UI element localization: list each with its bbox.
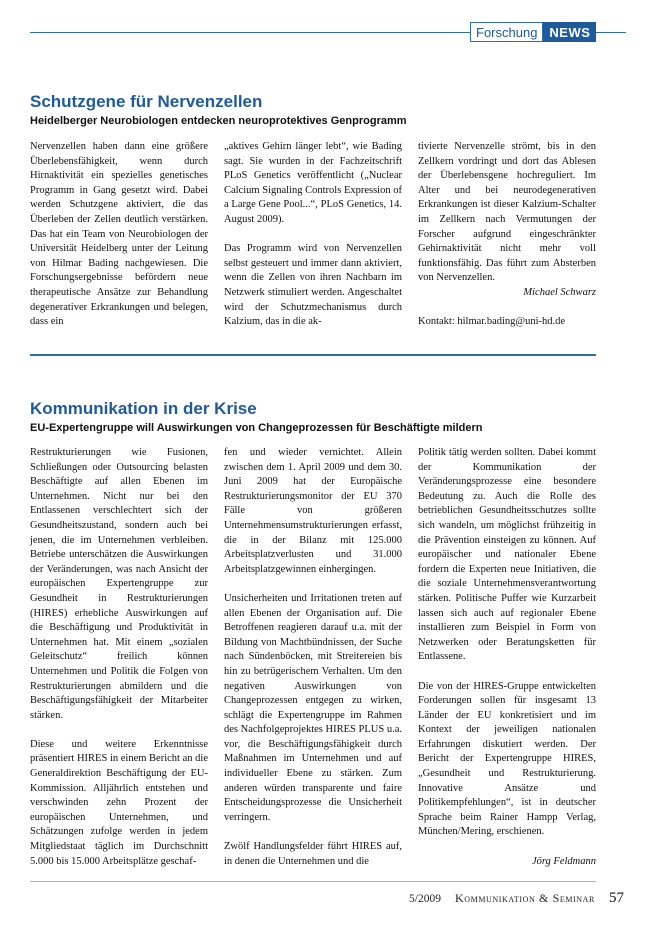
article-subtitle: Heidelberger Neurobiologen entdecken neuroprotektives Genprogramm	[30, 115, 407, 127]
article2-body	[30, 446, 596, 866]
magazine-name: Kommunikation & Seminar	[454, 891, 595, 905]
author-byline: Jörg Feldmann	[531, 855, 596, 867]
footer-rule	[30, 881, 596, 882]
article2-column-1	[30, 446, 208, 869]
paragraph: Restrukturierungen wie Fusionen, Schließungen oder Outsourcing belasten Beschäftigte auf allen Ebenen im Unternehmen. Nicht nur bei den Entlassenen verschlechtert sich der Gesundheitszustand, sondern auch bei jenen, die im Unternehmen verbleiben. Betriebe unterschätzen die Auswirkungen der Veränderungen, was nach Ansicht der europäischen Expertengruppe zur Gesundheit in Restrukturierungen (HIRES) erhebliche Auswirkungen auf die Beschäftigung und Produktivität in Unternehmen hat. Mit einem „sozialen Geleitschutz“ freilich können Unternehmen und Politik die Folgen von Restrukturierungen abmildern und die Beschäftigungsfähigkeit der Mitarbeiter stärken.	[30, 447, 208, 721]
article1-column-2	[224, 140, 402, 330]
article-kommunikation	[30, 399, 596, 434]
paragraph: Politik tätig werden sollten. Dabei kommt der Kommunikation der Veränderungsprozesse eine besondere Bedeutung zu. Auch die Rolle des betrieblichen Gesundheitsschutzes sollte sich wandeln, um möglichst frühzeitig in die Prävention einsteigen zu können. Auf europäischer und nationaler Ebene fordern die Experten neue Initiativen, die die soziale Unternehmensverantwortung stärken. Politische Puffer wie Kurzarbeit lassen sich auch auf regionaler Ebene installieren zum Beispiel in Form von Netzwerken oder Beratungsketten für Entlassene.	[418, 447, 596, 663]
issue-number: 5/2009	[409, 893, 441, 905]
author-byline: Michael Schwarz	[523, 286, 596, 298]
article1-body	[30, 140, 596, 340]
news-badge: NEWS	[543, 22, 596, 42]
paragraph: Das Programm wird von Nervenzellen selbst gesteuert und immer dann aktiviert, wenn die Zellen von ihren Nachbarn im Netzwerk stimuliert werden. Angeschaltet wird der Schutzmechanismus durch Kalzium, das in die ak-	[224, 243, 402, 328]
article-title: Schutzgene für Nervenzellen	[30, 92, 263, 111]
article1-column-1	[30, 140, 208, 330]
page-number: 57	[609, 890, 624, 906]
header-rule-right	[593, 32, 626, 33]
article1-column-3	[418, 140, 596, 330]
contact-line: Kontakt: hilmar.bading@uni-hd.de	[418, 316, 566, 328]
article-separator	[30, 354, 596, 356]
section-tag	[470, 22, 596, 42]
paragraph: Zwölf Handlungsfelder führt HIRES auf, in denen die Unternehmen und die	[224, 841, 402, 867]
article-title: Kommunikation in der Krise	[30, 399, 257, 418]
article2-column-3	[418, 446, 596, 869]
header-rule	[30, 32, 470, 33]
page-footer	[409, 890, 624, 907]
paragraph: Die von der HIRES-Gruppe entwickelten Forderungen sollen für insgesamt 13 Länder der EU konkretisiert und im Kontext der jeweiligen nationalen Erfahrungen diskutiert werden. Der Bericht der Expertengruppe HIRES, „Gesundheit und Restrukturierung. Innovative Ansätze und Politikempfehlungen“, ist in deutscher Sprache beim Rainer Hampp Verlag, München/Mering, erschienen.	[418, 680, 596, 838]
paragraph: „aktives Gehirn länger lebt“, wie Bading sagt. Sie wurden in der Fachzeitschrift PLoS Genetics veröffentlicht („Nuclear Calcium Signaling Controls Expression of a Large Gene Pool...“, PLoS Genetics, 14. August 2009).	[224, 141, 402, 225]
section-label: Forschung	[470, 22, 543, 42]
article-subtitle: EU-Expertengruppe will Auswirkungen von Changeprozessen für Beschäftigte mildern	[30, 422, 483, 434]
paragraph: Unsicherheiten und Irritationen treten auf allen Ebenen der Organisation auf. Die Betroffenen reagieren darauf u.a. mit der Bildung von Machtbündnissen, der Suche nach Sündenböcken, mit Streitereien bis hin zu betrügerischem Verhalten. Um den negativen Auswirkungen von Changeprozessen entgegen zu wirken, schlägt die Expertengruppe im Rahmen des Nachfolgeprojektes HIRES PLUS u.a. vor, die Beschäftigungsfähigkeit durch Maßnahmen im Unternehmen und auf individueller Ebene zu stärken. Zum anderen würden transparente und faire Entscheidungsprozesse die Unsicherheit verringern.	[224, 592, 402, 823]
paragraph: Diese und weitere Erkenntnisse präsentiert HIRES in einem Bericht an die Generaldirektion Beschäftigung der EU-Kommission. Alljährlich entstehen und verschwinden zehn Prozent der europäischen Unternehmen, und Schätzungen zufolge werden in jedem Mitgliedstaat täglich im Durchschnitt 5.000 bis 15.000 Arbeitsplätze geschaf-	[30, 738, 208, 867]
paragraph: Nervenzellen haben dann eine größere Überlebensfähigkeit, wenn durch Hirnaktivität ein spezielles genetisches Programm in Gang gesetzt wird. Dabei werden Schutzgene aktiviert, die das Überleben der Zellen deutlich verstärken. Das hat ein Team von Neurobiologen der Universität Heidelberg unter der Leitung von Hilmar Bading nachgewiesen. Die Forschungsergebnisse befördern neue therapeutische Ansätze zur Behandlung degenerativer Erkrankungen und belegen, dass ein	[30, 141, 208, 328]
article2-column-2	[224, 446, 402, 869]
article-schutzgene	[30, 92, 596, 127]
paragraph: fen und wieder vernichtet. Allein zwischen dem 1. April 2009 und dem 30. Juni 2009 hat der Europäische Restrukturierungsmonitor der EU 370 Fälle von größeren Unternehmensumstrukturierungen erfasst, die in der Bilanz mit 125.000 Arbeitsplatzverlusten und 31.000 Arbeitsplatzgewinnen einhergingen.	[224, 447, 402, 575]
paragraph: tivierte Nervenzelle strömt, bis in den Zellkern vordringt und dort das Ablesen der Überlebensgene hochreguliert. Im Alter und bei neurodegenerativen Erkrankungen ist dieser Kalzium-Schalter im Zellkern nach Vermutungen der Forscher aufgrund eingeschränkter Gehirnaktivität nicht mehr voll funktionsfähig. Das führt zum Absterben von Nervenzellen.	[418, 141, 596, 284]
